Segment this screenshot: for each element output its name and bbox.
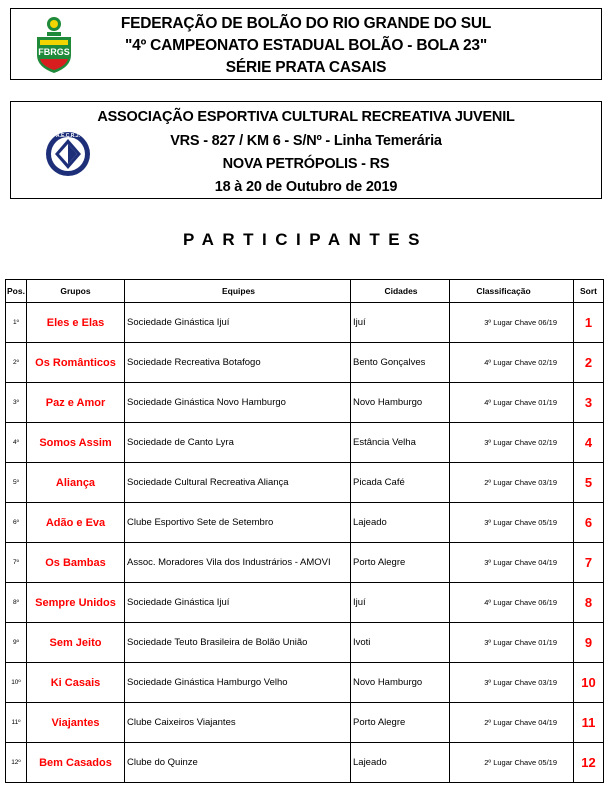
row-sort: 11 bbox=[574, 703, 604, 743]
table-row bbox=[6, 743, 604, 783]
row-position: 9º bbox=[6, 623, 27, 663]
federation-name: FEDERAÇÃO DE BOLÃO DO RIO GRANDE DO SUL bbox=[120, 15, 492, 32]
championship-name: "4º CAMPEONATO ESTADUAL BOLÃO - BOLA 23" bbox=[125, 37, 487, 54]
row-team: Clube Caixeiros Viajantes bbox=[125, 703, 351, 743]
row-city: Estância Velha bbox=[351, 423, 450, 463]
row-sort: 9 bbox=[574, 623, 604, 663]
association-header bbox=[10, 101, 602, 199]
row-city: Picada Café bbox=[351, 463, 450, 503]
row-position: 12º bbox=[6, 743, 27, 783]
row-sort: 4 bbox=[574, 423, 604, 463]
series-name: SÉRIE PRATA CASAIS bbox=[225, 59, 387, 76]
row-group: Sempre Unidos bbox=[27, 583, 125, 623]
row-position: 6º bbox=[6, 503, 27, 543]
table-row bbox=[6, 703, 604, 743]
table-header-row bbox=[6, 280, 604, 303]
table-row bbox=[6, 543, 604, 583]
row-sort: 6 bbox=[574, 503, 604, 543]
header-city: Cidades bbox=[351, 280, 450, 303]
table-row bbox=[6, 463, 604, 503]
row-city: Porto Alegre bbox=[351, 703, 450, 743]
row-sort: 12 bbox=[574, 743, 604, 783]
row-position: 3º bbox=[6, 383, 27, 423]
association-name: ASSOCIAÇÃO ESPORTIVA CULTURAL RECREATIVA JUVENIL bbox=[97, 109, 515, 125]
table-row bbox=[6, 423, 604, 463]
table-row bbox=[6, 303, 604, 343]
row-group: Paz e Amor bbox=[27, 383, 125, 423]
row-group: Viajantes bbox=[27, 703, 125, 743]
header-sort: Sort bbox=[574, 280, 604, 303]
row-team: Clube Esportivo Sete de Setembro bbox=[125, 503, 351, 543]
row-classification: 2º Lugar Chave 05/19 bbox=[450, 743, 574, 783]
row-classification: 3º Lugar Chave 04/19 bbox=[450, 543, 574, 583]
association-city: NOVA PETRÓPOLIS - RS bbox=[222, 156, 390, 172]
row-position: 1º bbox=[6, 303, 27, 343]
row-team: Sociedade Recreativa Botafogo bbox=[125, 343, 351, 383]
row-city: Novo Hamburgo bbox=[351, 383, 450, 423]
row-position: 7º bbox=[6, 543, 27, 583]
row-classification: 2º Lugar Chave 03/19 bbox=[450, 463, 574, 503]
row-group: Sem Jeito bbox=[27, 623, 125, 663]
row-group: Bem Casados bbox=[27, 743, 125, 783]
row-group: Os Bambas bbox=[27, 543, 125, 583]
row-position: 11º bbox=[6, 703, 27, 743]
row-city: Lajeado bbox=[351, 503, 450, 543]
row-sort: 7 bbox=[574, 543, 604, 583]
row-classification: 3º Lugar Chave 02/19 bbox=[450, 423, 574, 463]
row-team: Sociedade Ginástica Ijuí bbox=[125, 583, 351, 623]
row-classification: 3º Lugar Chave 03/19 bbox=[450, 663, 574, 703]
row-position: 8º bbox=[6, 583, 27, 623]
row-sort: 10 bbox=[574, 663, 604, 703]
row-city: Lajeado bbox=[351, 743, 450, 783]
row-team: Sociedade Cultural Recreativa Aliança bbox=[125, 463, 351, 503]
row-position: 5º bbox=[6, 463, 27, 503]
row-team: Sociedade Ginástica Novo Hamburgo bbox=[125, 383, 351, 423]
event-dates: 18 à 20 de Outubro de 2019 bbox=[214, 179, 398, 195]
header-team: Equipes bbox=[125, 280, 351, 303]
row-position: 10º bbox=[6, 663, 27, 703]
table-row bbox=[6, 343, 604, 383]
row-sort: 3 bbox=[574, 383, 604, 423]
table-row bbox=[6, 583, 604, 623]
row-position: 2º bbox=[6, 343, 27, 383]
table-row bbox=[6, 503, 604, 543]
row-city: Bento Gonçalves bbox=[351, 343, 450, 383]
header-pos: Pos. bbox=[6, 280, 27, 303]
table-row bbox=[6, 383, 604, 423]
row-group: Adão e Eva bbox=[27, 503, 125, 543]
row-team: Sociedade Teuto Brasileira de Bolão União bbox=[125, 623, 351, 663]
fbrgs-logo-text: FBRGS bbox=[38, 47, 70, 57]
row-classification: 3º Lugar Chave 01/19 bbox=[450, 623, 574, 663]
association-address: VRS - 827 / KM 6 - S/Nº - Linha Temerária bbox=[170, 133, 442, 149]
row-classification: 4º Lugar Chave 06/19 bbox=[450, 583, 574, 623]
page-title: PARTICIPANTES bbox=[183, 230, 428, 249]
row-group: Ki Casais bbox=[27, 663, 125, 703]
row-position: 4º bbox=[6, 423, 27, 463]
row-group: Somos Assim bbox=[27, 423, 125, 463]
row-city: Porto Alegre bbox=[351, 543, 450, 583]
table-row bbox=[6, 623, 604, 663]
row-classification: 4º Lugar Chave 02/19 bbox=[450, 343, 574, 383]
row-city: Ivoti bbox=[351, 623, 450, 663]
row-sort: 2 bbox=[574, 343, 604, 383]
row-group: Eles e Elas bbox=[27, 303, 125, 343]
row-city: Ijuí bbox=[351, 583, 450, 623]
row-team: Clube do Quinze bbox=[125, 743, 351, 783]
row-city: Novo Hamburgo bbox=[351, 663, 450, 703]
header-classification: Classificação bbox=[450, 280, 574, 303]
participants-table bbox=[5, 279, 604, 783]
row-team: Assoc. Moradores Vila dos Industrários - AMOVI bbox=[125, 543, 351, 583]
row-group: Aliança bbox=[27, 463, 125, 503]
row-sort: 1 bbox=[574, 303, 604, 343]
row-classification: 2º Lugar Chave 04/19 bbox=[450, 703, 574, 743]
row-city: Ijuí bbox=[351, 303, 450, 343]
row-classification: 4º Lugar Chave 01/19 bbox=[450, 383, 574, 423]
row-team: Sociedade Ginástica Hamburgo Velho bbox=[125, 663, 351, 703]
row-sort: 5 bbox=[574, 463, 604, 503]
row-team: Sociedade de Canto Lyra bbox=[125, 423, 351, 463]
aecrj-logo-text: A.E.C.R.J. bbox=[56, 133, 80, 139]
row-team: Sociedade Ginástica Ijuí bbox=[125, 303, 351, 343]
header-group: Grupos bbox=[27, 280, 125, 303]
row-group: Os Românticos bbox=[27, 343, 125, 383]
table-row bbox=[6, 663, 604, 703]
row-classification: 3º Lugar Chave 06/19 bbox=[450, 303, 574, 343]
federation-header bbox=[10, 8, 602, 80]
row-sort: 8 bbox=[574, 583, 604, 623]
row-classification: 3º Lugar Chave 05/19 bbox=[450, 503, 574, 543]
